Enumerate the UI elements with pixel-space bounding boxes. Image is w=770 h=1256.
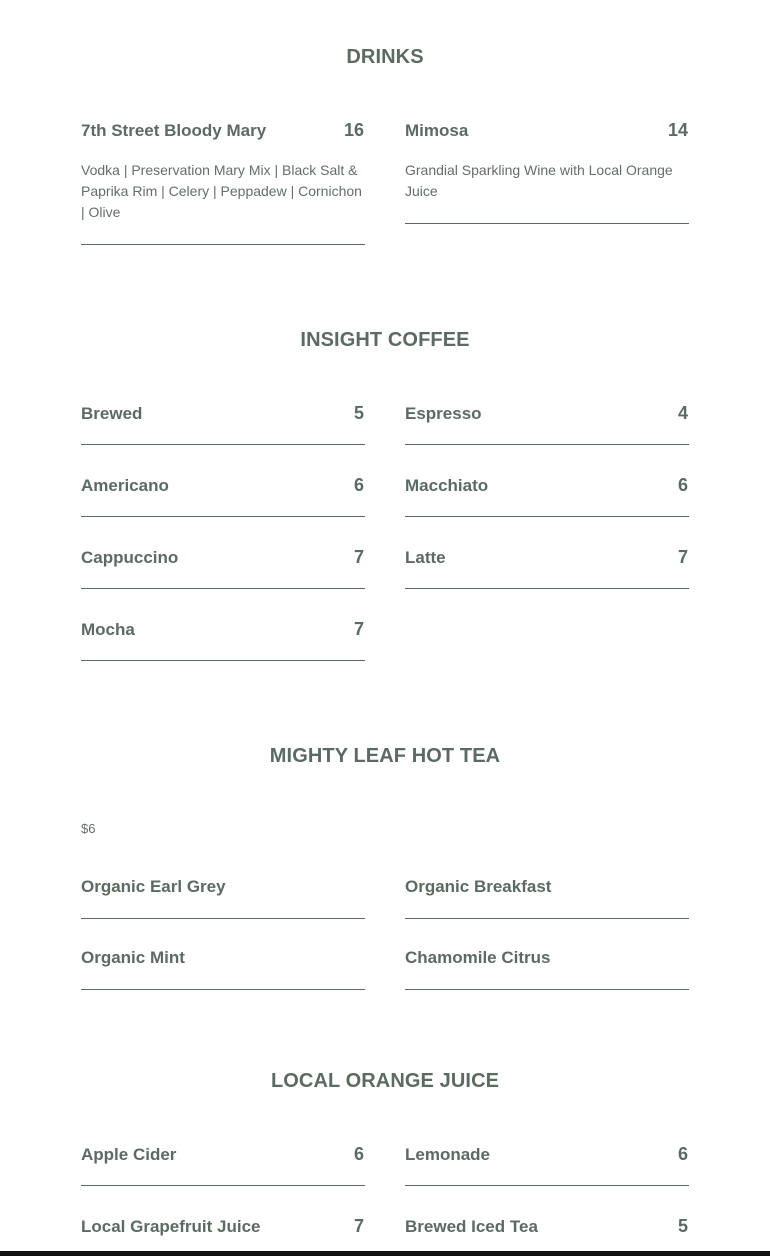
item-name: Organic Earl Grey [81, 877, 226, 896]
item-price: 6 [353, 475, 364, 495]
divider [81, 244, 365, 245]
item-name: Americano [81, 476, 169, 495]
menu-item [405, 877, 688, 897]
section-title-juice: LOCAL ORANGE JUICE [270, 1070, 500, 1092]
menu-item [405, 948, 688, 968]
divider [81, 444, 365, 445]
item-name: Mimosa [405, 121, 469, 140]
divider [405, 516, 689, 517]
menu-item [81, 403, 364, 424]
item-description: Vodka | Preservation Mary Mix | Black Salt & Paprika Rim | Celery | Peppadew | Cornichon | Olive [81, 162, 362, 220]
item-price: 16 [343, 120, 364, 140]
divider [405, 1185, 689, 1186]
menu-item [405, 1216, 688, 1237]
item-price: 5 [677, 1216, 688, 1236]
bottom-edge-bar [0, 1251, 770, 1256]
item-price: 7 [353, 1216, 364, 1236]
item-price: 4 [677, 403, 688, 423]
menu-item [405, 403, 688, 424]
item-name: Local Grapefruit Juice [81, 1217, 261, 1236]
divider [81, 989, 365, 990]
item-name: Brewed Iced Tea [405, 1217, 538, 1236]
item-name: Macchiato [405, 476, 489, 495]
menu-item [81, 475, 364, 496]
item-price: 6 [677, 475, 688, 495]
menu-item [81, 547, 364, 568]
item-name: Cappuccino [81, 548, 179, 567]
menu-item [405, 1144, 688, 1165]
menu-item [81, 1144, 364, 1165]
item-price: 14 [667, 120, 688, 140]
section-title-tea: MIGHTY LEAF HOT TEA [269, 745, 501, 767]
menu-item [405, 120, 688, 202]
item-name: Latte [405, 548, 446, 567]
section-title-drinks: DRINKS [346, 46, 424, 68]
menu-item [405, 475, 688, 496]
item-name: Brewed [81, 404, 143, 423]
item-name: Organic Mint [81, 948, 185, 967]
item-name: Apple Cider [81, 1145, 177, 1164]
tea-price-note: $6 [81, 821, 96, 836]
divider [405, 223, 689, 224]
menu-item [81, 619, 364, 640]
menu-item [405, 547, 688, 568]
item-price: 7 [353, 619, 364, 639]
section-title-coffee: INSIGHT COFFEE [300, 329, 470, 351]
menu-item [81, 948, 364, 968]
divider [405, 444, 689, 445]
item-name: Organic Breakfast [405, 877, 552, 896]
item-description: Grandial Sparkling Wine with Local Orange Juice [405, 162, 673, 199]
divider [81, 660, 365, 661]
item-name: Mocha [81, 620, 135, 639]
item-price: 7 [677, 547, 688, 567]
menu-item [81, 1216, 364, 1237]
item-name: 7th Street Bloody Mary [81, 121, 267, 140]
item-name: Chamomile Citrus [405, 948, 551, 967]
item-name: Lemonade [405, 1145, 491, 1164]
item-price: 6 [677, 1144, 688, 1164]
menu-item [81, 877, 364, 897]
item-name: Espresso [405, 404, 482, 423]
divider [81, 918, 365, 919]
item-price: 5 [353, 403, 364, 423]
divider [81, 1185, 365, 1186]
divider [405, 918, 689, 919]
menu-item [81, 120, 364, 223]
item-price: 7 [353, 547, 364, 567]
item-price: 6 [353, 1144, 364, 1164]
divider [81, 516, 365, 517]
divider [405, 989, 689, 990]
divider [81, 588, 365, 589]
divider [405, 588, 689, 589]
